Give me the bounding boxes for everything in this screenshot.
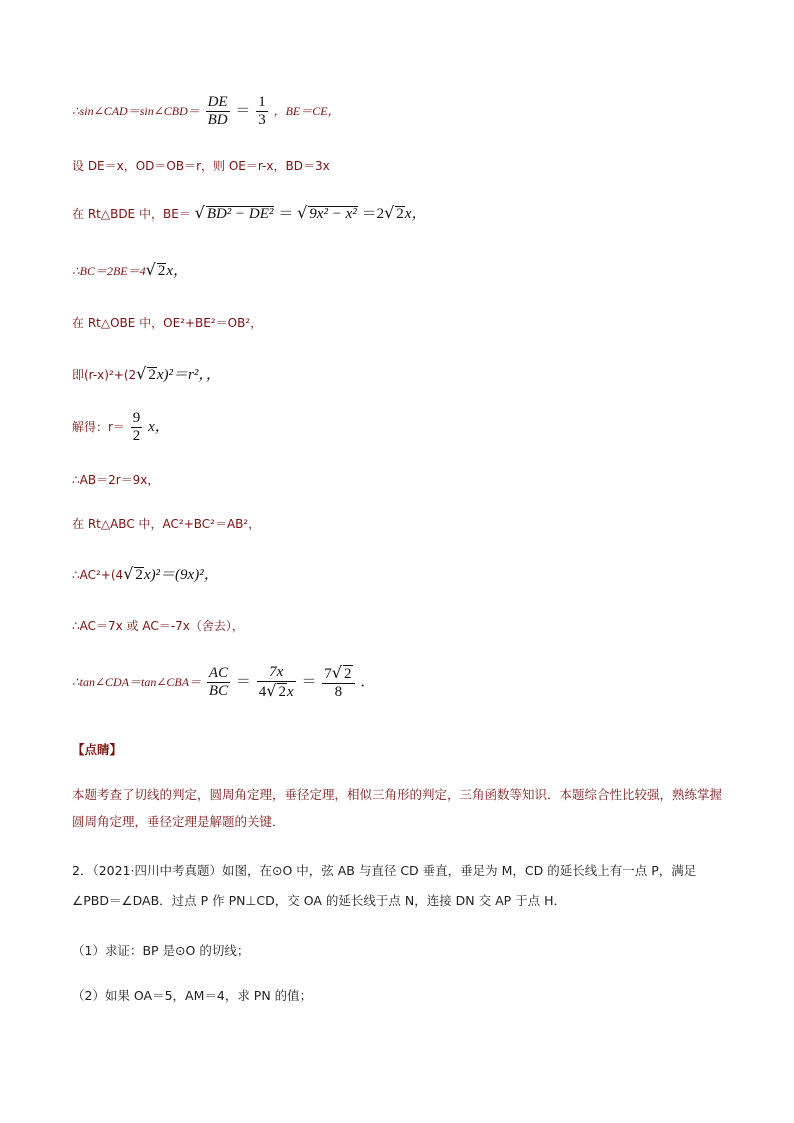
solution-line-2: 设 DE＝x，OD＝OB＝r，则 OE＝r-x，BD＝3x	[72, 159, 330, 173]
solution-line-6: 即(r-x)²+(2√ 2x)²＝r²，，	[72, 364, 221, 383]
radical-sign: √	[384, 203, 395, 222]
solution-line-9: 在 Rt△ABC 中，AC²+BC²＝AB²，	[72, 517, 261, 531]
fraction-de-bd: $\frac{DE}{BD}$	[207, 94, 228, 128]
fraction-ac-bc: $\frac{AC}{BC}$	[208, 665, 229, 699]
question-part-1: （1）求证：BP 是⊙O 的切线；	[72, 943, 250, 958]
radical-sign: √	[145, 260, 156, 279]
solution-line-11: ∴AC＝7x 或 AC＝-7x（舍去），	[72, 619, 244, 633]
solution-line-12: ∴tan∠CDA＝tan∠CBA＝ $\frac{AC}{BC}$ ＝ $\frac{7x}{4√ 2x}$ ＝ $\frac{7√ 2}{8}$ ．	[72, 663, 376, 700]
solution-line-1: ∴sin∠CAD＝sin∠CBD＝ $\frac{DE}{BD}$ ＝ $\frac{1}{3}$ ，BE＝CE，	[72, 94, 340, 128]
solution-line-3: 在 Rt△BDE 中，BE＝ √ BD² − DE² ＝ √ 9x² − x² ＝2√ 2x，	[72, 203, 427, 222]
radical-sign: √	[194, 203, 205, 222]
radical-sign: √	[266, 681, 277, 700]
radical-sign: √	[297, 203, 308, 222]
solution-line-4: ∴BC＝2BE＝4√ 2x，	[72, 260, 189, 279]
review-text: 本题考查了切线的判定，圆周角定理，垂径定理，相似三角形的判定，三角函数等知识．本题综合性比较强，熟练掌握圆周角定理，垂径定理是解题的关键．	[72, 787, 723, 829]
solution-line-8: ∴AB＝2r＝9x，	[72, 473, 160, 487]
question-intro: 2．（2021·四川中考真题）如图，在⊙O 中，弦 AB 与直径 CD 垂直，垂足为 M，CD 的延长线上有一点 P，满足∠PBD＝∠DAB．过点 P 作 PN⊥CD，交 OA 的延长线于点 N，连接 DN 交 AP 于点 H．	[72, 863, 697, 908]
radical-sign: √	[136, 364, 147, 383]
fraction-nine-halves: $\frac{9}{2}$	[132, 410, 141, 444]
fraction-7x-over-4root2x: $\frac{7x}{4√ 2x}$	[258, 664, 294, 700]
fraction-one-third: $\frac{1}{3}$	[258, 94, 266, 128]
radical-sign: √	[331, 663, 342, 682]
fraction-7root2-over-8: $\frac{7√ 2}{8}$	[322, 664, 354, 701]
radical-sign: √	[123, 564, 134, 583]
equation-lead: ∴sin∠CAD＝sin∠CBD＝	[72, 104, 200, 118]
solution-line-10: ∴AC²+(4√ 2x)²＝(9x)²，	[72, 564, 219, 583]
review-tag: 【点睛】	[72, 742, 123, 757]
solution-line-5: 在 Rt△OBE 中，OE²+BE²＝OB²，	[72, 316, 263, 330]
question-part-2: （2）如果 OA＝5，AM＝4，求 PN 的值；	[72, 988, 313, 1003]
solution-line-7: 解得：r＝ $\frac{9}{2}$ x，	[72, 410, 170, 444]
